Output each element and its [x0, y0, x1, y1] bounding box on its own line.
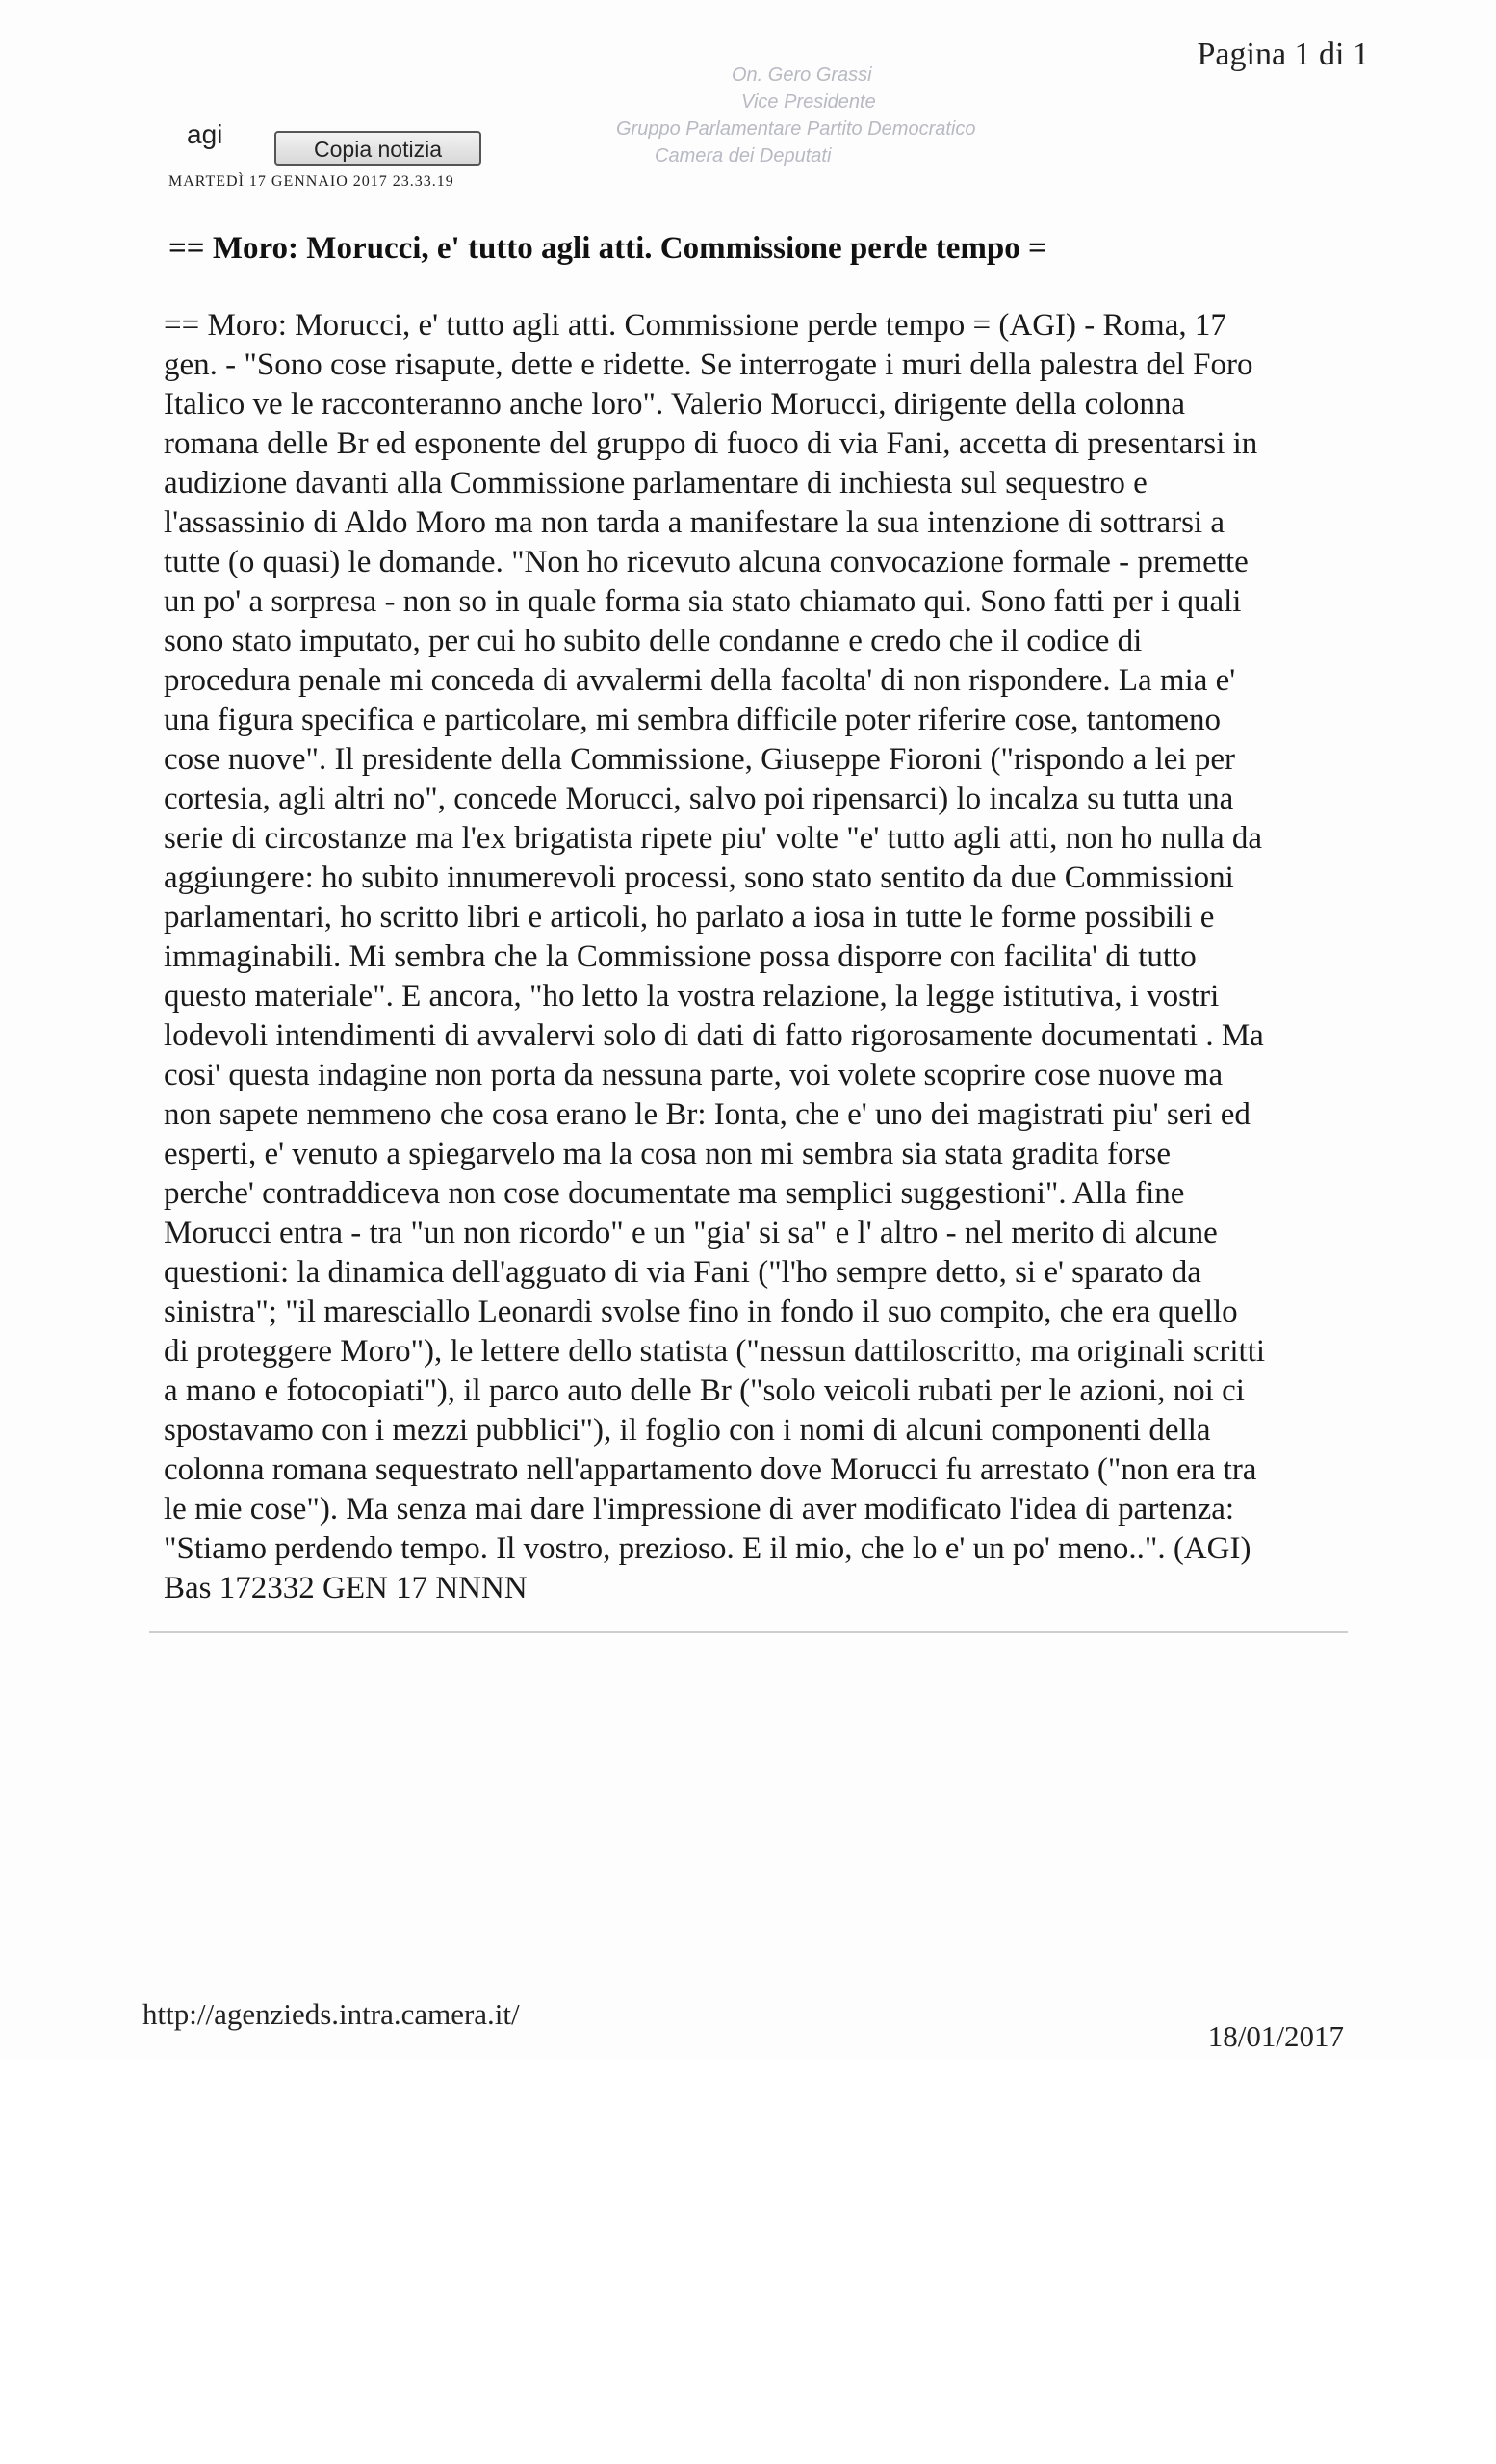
article-line: a mano e fotocopiati"), il parco auto delle Br ("solo veicoli rubati per le azioni, noi ci: [164, 1373, 1245, 1408]
article-line: serie di circostanze ma l'ex brigatista ripete piu' volte "e' tutto agli atti, non ho nulla da: [164, 821, 1263, 856]
deputy-stamp: [616, 62, 976, 169]
article-body: [164, 306, 1367, 1608]
article-line: colonna romana sequestrato nell'appartamento dove Morucci fu arrestato ("non era tra: [164, 1452, 1257, 1487]
article-line: procedura penale mi conceda di avvalermi della facolta' di non rispondere. La mia e': [164, 663, 1236, 698]
article-line: tutte (o quasi) le domande. "Non ho ricevuto alcuna convocazione formale - premette: [164, 545, 1249, 579]
page-number: Pagina 1 di 1: [1197, 37, 1369, 72]
article-line: non sapete nemmeno che cosa erano le Br: Ionta, che e' uno dei magistrati piu' seri ed: [164, 1097, 1251, 1132]
article-line: le mie cose"). Ma senza mai dare l'impressione di aver modificato l'idea di partenza:: [164, 1492, 1235, 1527]
article-line: l'assassinio di Aldo Moro ma non tarda a manifestare la sua intenzione di sottrarsi a: [164, 505, 1225, 540]
article-line: Bas 172332 GEN 17 NNNN: [164, 1571, 528, 1605]
copy-news-button[interactable]: Copia notizia: [274, 131, 481, 166]
article-line: gen. - "Sono cose risapute, dette e ridette. Se interrogate i muri della palestra del Foro: [164, 347, 1253, 382]
article-line: sinistra"; "il maresciallo Leonardi svolse fino in fondo il suo compito, che era quello: [164, 1295, 1238, 1329]
footer-date: 18/01/2017: [1207, 2019, 1344, 2053]
stamp-line: Gruppo Parlamentare Partito Democratico: [616, 118, 976, 140]
article-line: un po' a sorpresa - non so in quale forma sia stato chiamato qui. Sono fatti per i quali: [164, 584, 1242, 619]
dateline: MARTEDÌ 17 GENNAIO 2017 23.33.19: [168, 173, 454, 190]
stamp-line: On. Gero Grassi: [732, 64, 872, 86]
article-line: di proteggere Moro"), le lettere dello statista ("nessun dattiloscritto, ma originali scritti: [164, 1334, 1266, 1369]
article-line: aggiungere: ho subito innumerevoli processi, sono stato sentito da due Commissioni: [164, 860, 1234, 895]
article-line: romana delle Br ed esponente del gruppo di fuoco di via Fani, accetta di presentarsi in: [164, 426, 1258, 461]
article-line: sono stato imputato, per cui ho subito delle condanne e credo che il codice di: [164, 624, 1143, 658]
article-headline: == Moro: Morucci, e' tutto agli atti. Commissione perde tempo =: [168, 231, 1046, 266]
article-line: una figura specifica e particolare, mi sembra difficile poter riferire cose, tantomeno: [164, 703, 1221, 737]
article-line: cortesia, agli altri no", concede Morucci, salvo poi ripensarci) lo incalza su tutta una: [164, 782, 1234, 816]
article-line: questo materiale". E ancora, "ho letto la vostra relazione, la legge istitutiva, i vostri: [164, 979, 1220, 1014]
article-line: lodevoli intendimenti di avvalervi solo di dati di fatto rigorosamente documentati . Ma: [164, 1018, 1264, 1053]
article-line: perche' contraddiceva non cose documentate ma semplici suggestioni". Alla fine: [164, 1176, 1185, 1211]
stamp-line: Vice Presidente: [741, 91, 876, 113]
article-line: esperti, e' venuto a spiegarvelo ma la cosa non mi sembra sia stata gradita forse: [164, 1137, 1171, 1171]
article-line: immaginabili. Mi sembra che la Commissione possa disporre con facilita' di tutto: [164, 939, 1197, 974]
article-line: parlamentari, ho scritto libri e articoli, ho parlato a iosa in tutte le forme possibili e: [164, 900, 1215, 935]
agi-logo: agi: [187, 119, 223, 149]
article-line: cose nuove". Il presidente della Commissione, Giuseppe Fioroni ("rispondo a lei per: [164, 742, 1235, 777]
article-line: == Moro: Morucci, e' tutto agli atti. Commissione perde tempo = (AGI) - Roma, 17: [164, 308, 1226, 343]
stamp-line: Camera dei Deputati: [655, 145, 832, 167]
article-line: Italico ve le racconteranno anche loro". Valerio Morucci, dirigente della colonna: [164, 387, 1186, 422]
footer-url: http://agenzieds.intra.camera.it/: [142, 1997, 520, 2031]
divider: [149, 1631, 1348, 1633]
article-line: spostavamo con i mezzi pubblici"), il foglio con i nomi di alcuni componenti della: [164, 1413, 1211, 1448]
article-line: audizione davanti alla Commissione parlamentare di inchiesta sul sequestro e: [164, 466, 1148, 500]
article-line: questioni: la dinamica dell'agguato di via Fani ("l'ho sempre detto, si e' sparato da: [164, 1255, 1201, 1290]
article-line: Morucci entra - tra "un non ricordo" e un "gia' si sa" e l' altro - nel merito di alcune: [164, 1216, 1218, 1250]
article-line: cosi' questa indagine non porta da nessuna parte, voi volete scoprire cose nuove ma: [164, 1058, 1224, 1092]
article-line: "Stiamo perdendo tempo. Il vostro, prezioso. E il mio, che lo e' un po' meno..". (AGI): [164, 1531, 1251, 1566]
